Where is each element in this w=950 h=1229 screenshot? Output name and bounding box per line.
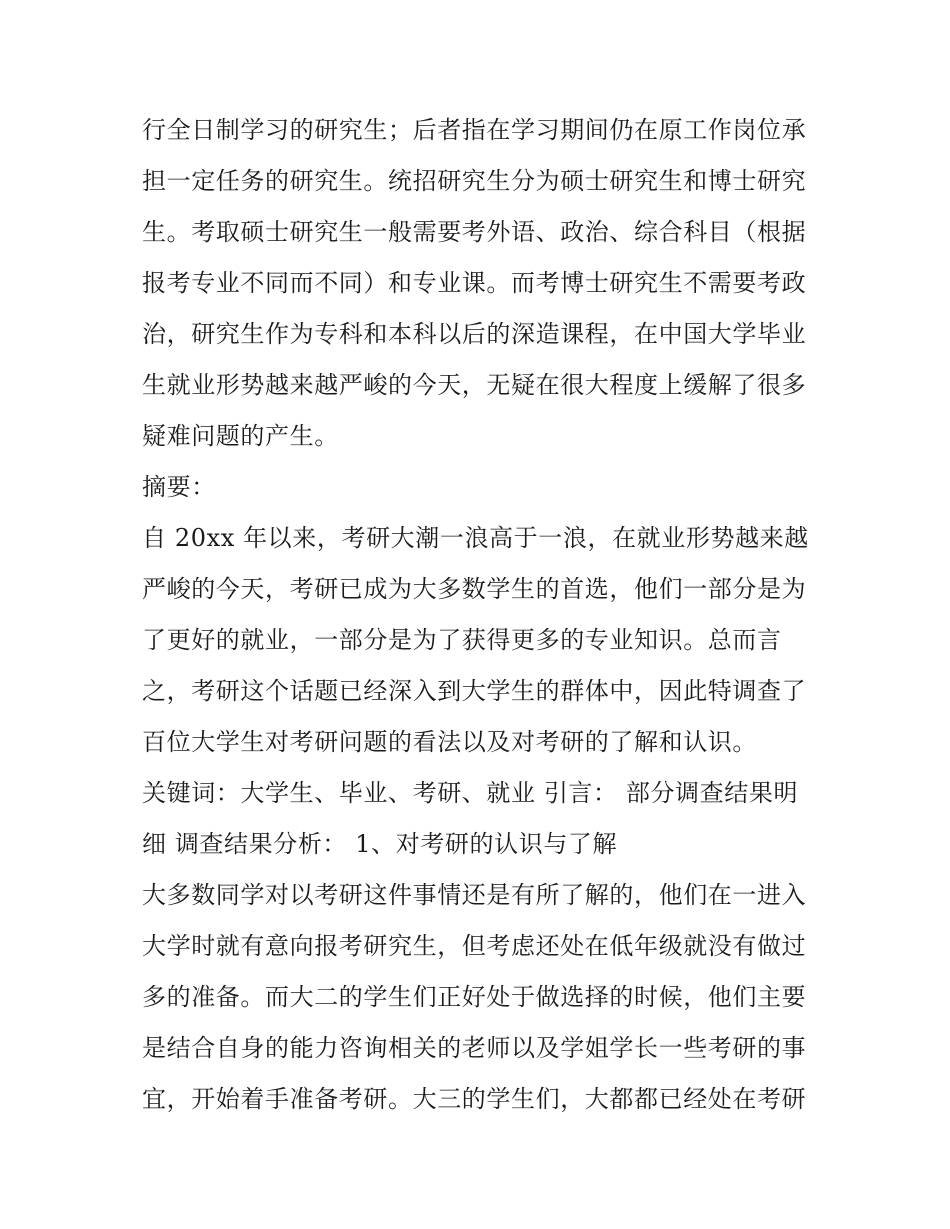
body-line: 疑难问题的产生。 — [142, 422, 339, 450]
body-line: 是结合自身的能力咨询相关的老师以及学姐学长一些考研的事 — [142, 1034, 807, 1062]
body-line: 多的准备。而大二的学生们正好处于做选择的时候，他们主要 — [142, 983, 807, 1011]
body-line: 宜，开始着手准备考研。大三的学生们，大都都已经处在考研 — [142, 1085, 807, 1113]
body-line: 担一定任务的研究生。统招研究生分为硕士研究生和博士研究 — [142, 167, 807, 195]
body-line: 严峻的今天，考研已成为大多数学生的首选，他们一部分是为 — [142, 575, 807, 603]
body-line: 了更好的就业，一部分是为了获得更多的专业知识。总而言 — [142, 626, 782, 654]
body-line: 报考专业不同而不同）和专业课。而考博士研究生不需要考政 — [142, 269, 807, 297]
section-heading-line: 细 调查结果分析： 1、对考研的认识与了解 — [142, 830, 618, 858]
body-line: 生就业形势越来越严峻的今天，无疑在很大程度上缓解了很多 — [142, 371, 807, 399]
body-line: 治，研究生作为专科和本科以后的深造课程，在中国大学毕业 — [142, 320, 807, 348]
body-line: 大学时就有意向报考研究生，但考虑还处在低年级就没有做过 — [142, 932, 807, 960]
body-line: 生。考取硕士研究生一般需要考外语、政治、综合科目（根据 — [142, 218, 807, 246]
body-line: 行全日制学习的研究生；后者指在学习期间仍在原工作岗位承 — [142, 116, 807, 144]
document-body — [142, 105, 822, 1125]
body-line: 自 20xx 年以来，考研大潮一浪高于一浪，在就业形势越来越 — [142, 524, 809, 552]
body-line: 百位大学生对考研问题的看法以及对考研的了解和认识。 — [142, 728, 757, 756]
body-line: 之，考研这个话题已经深入到大学生的群体中，因此特调查了 — [142, 677, 807, 705]
abstract-heading: 摘要： — [142, 473, 216, 501]
body-line: 大多数同学对以考研这件事情还是有所了解的，他们在一进入 — [142, 881, 807, 909]
keywords-line: 关键词：大学生、毕业、考研、就业 引言： 部分调查结果明 — [142, 779, 799, 807]
